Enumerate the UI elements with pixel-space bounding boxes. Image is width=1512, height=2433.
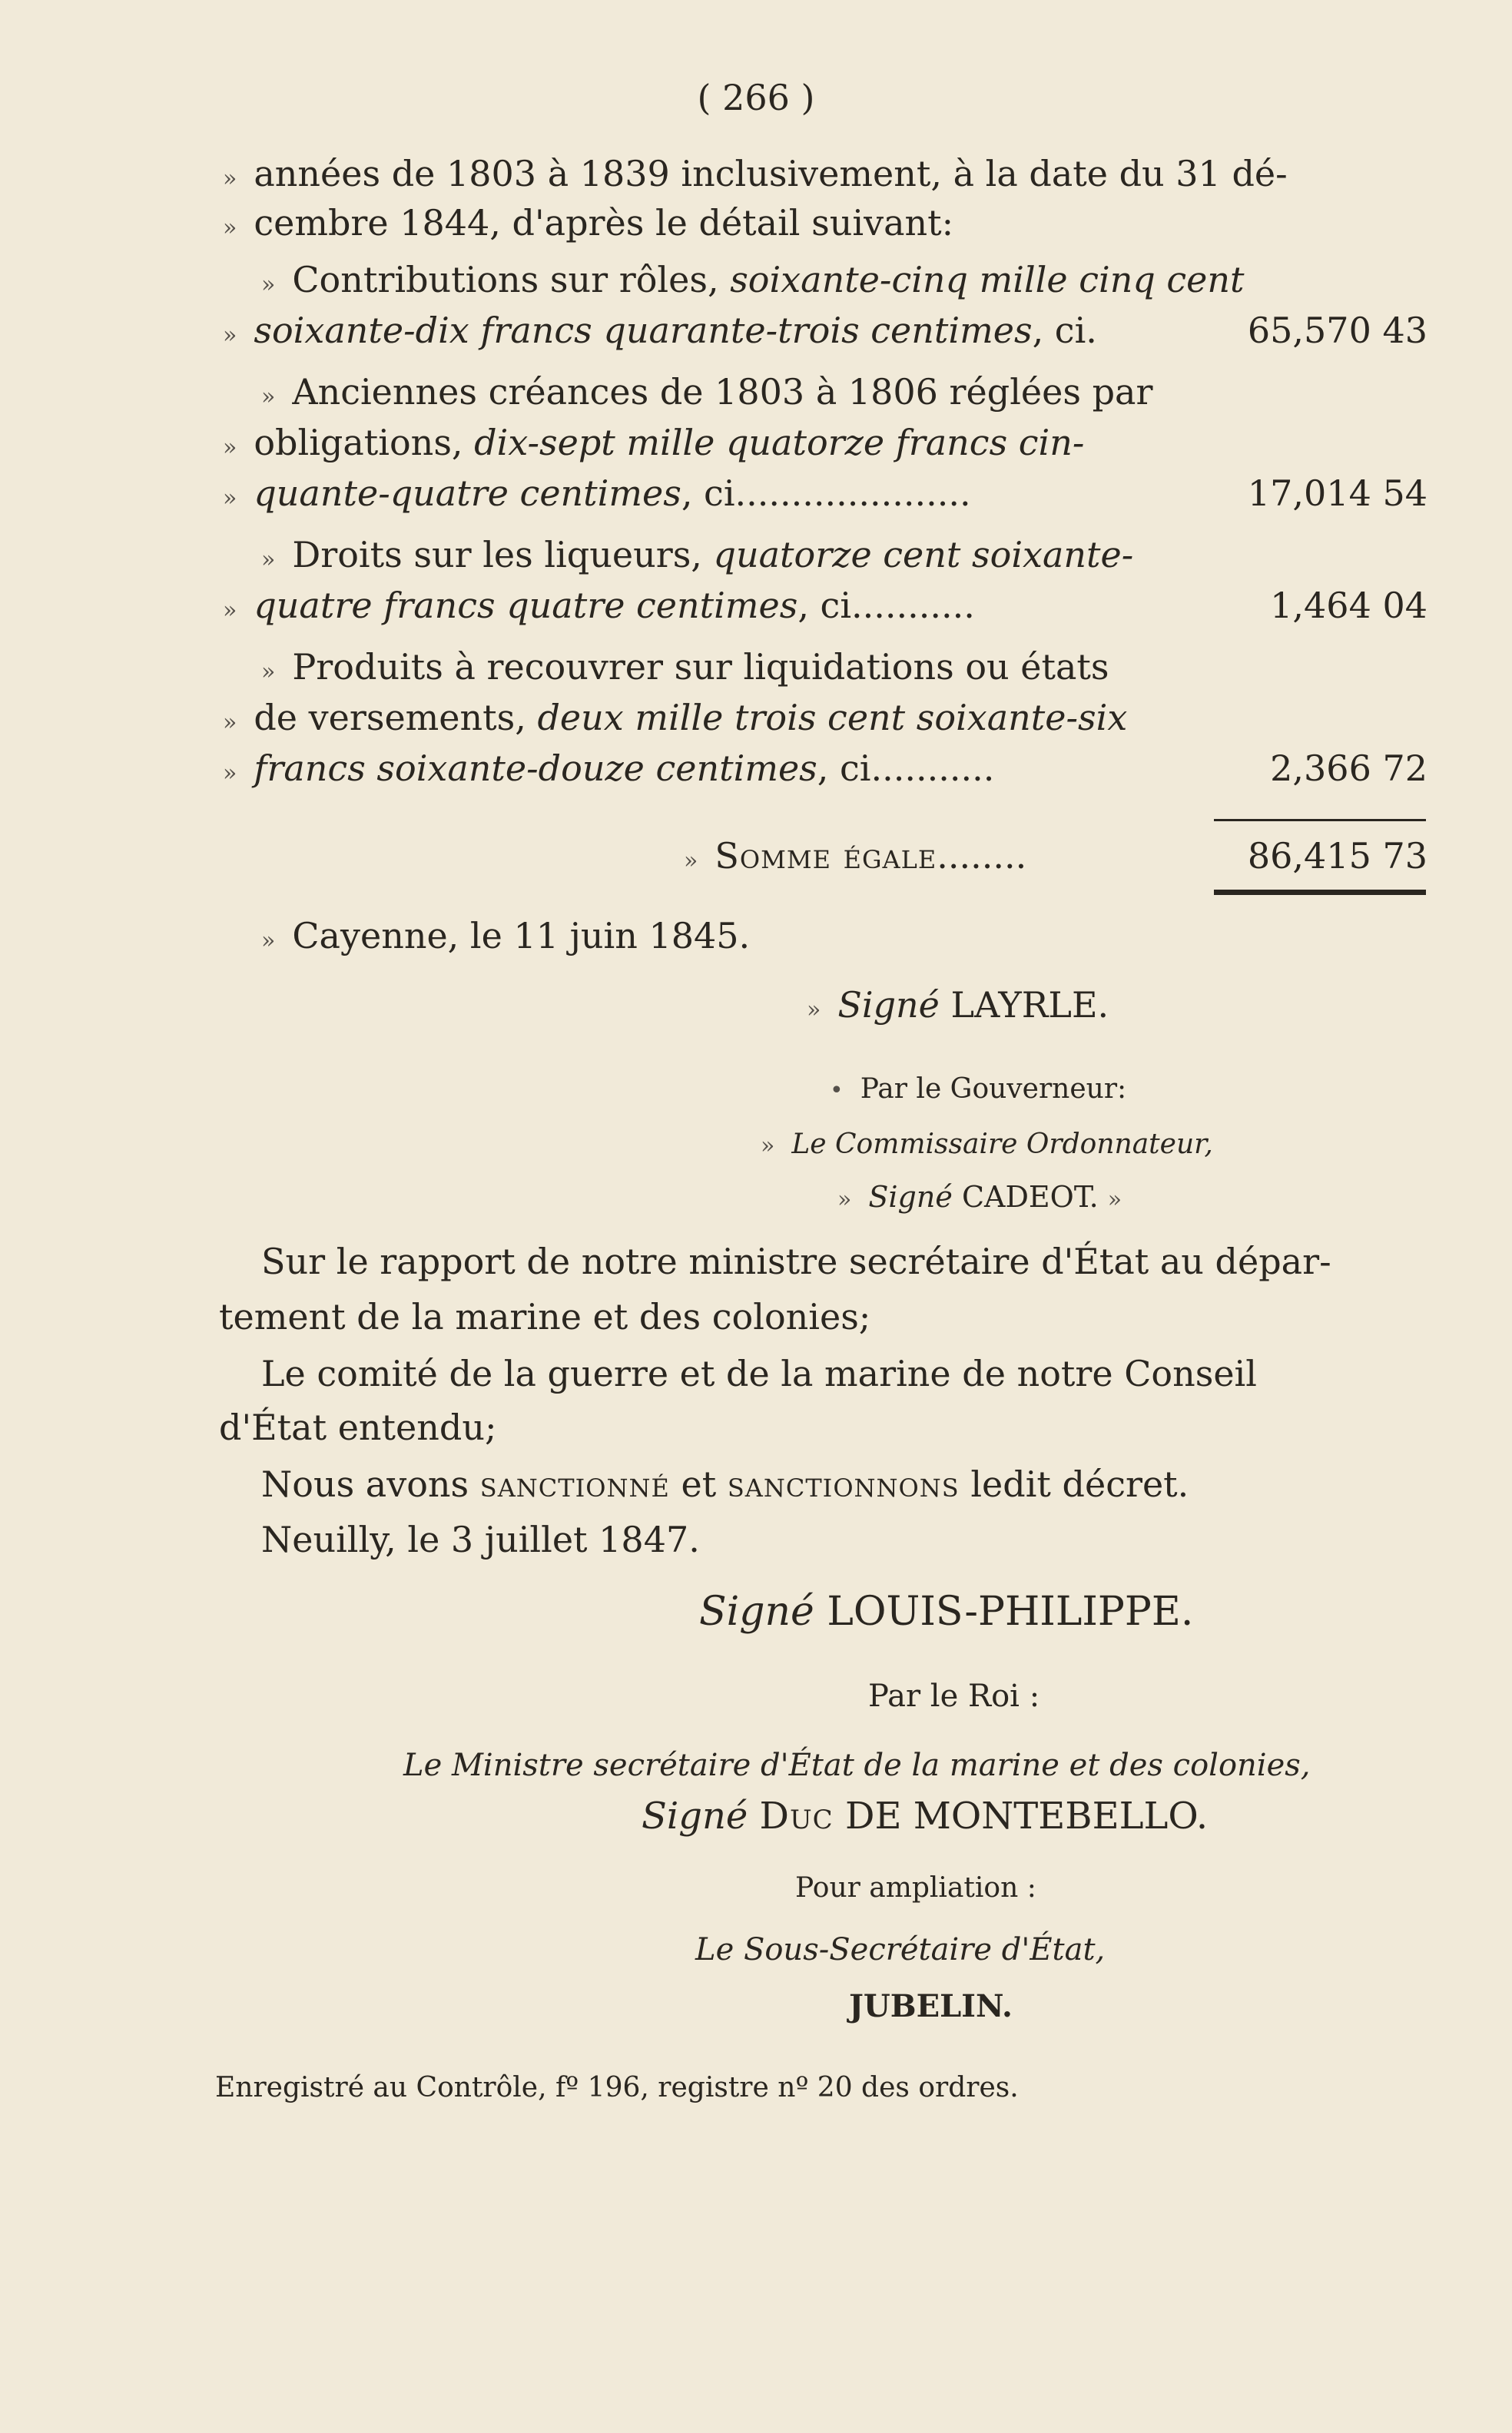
signature-jubelin: JUBELIN. [849,1988,1013,2024]
par-le-gouverneur: • Par le Gouverneur: [830,1073,1127,1105]
item-3-amount: 1,464 04 [1270,585,1427,626]
page-number: ( 266 ) [697,77,815,118]
enregistrement-note: Enregistré au Contrôle, fº 196, registre nº 20 des ordres. [215,2072,1019,2103]
sum-rule-top [1214,819,1426,821]
item-2-line-1: » Anciennes créances de 1803 à 1806 réglées par [261,371,1153,413]
item-2-line-2: » obligations, dix-sept mille quatorze francs cin- [223,422,1085,463]
decree-line-3: Le comité de la guerre et de la marine de notre Conseil [261,1353,1257,1394]
ministre-title: Le Ministre secrétaire d'État de la marine et des colonies, [403,1748,1311,1783]
item-4-amount: 2,366 72 [1270,747,1427,789]
item-3-line-2: » quatre francs quatre centimes, ci........... [223,585,975,626]
sous-secretaire: Le Sous-Secrétaire d'État, [695,1932,1106,1967]
signature-layrle: » Signé LAYRLE. [807,984,1109,1026]
item-2-line-3: » quante-quatre centimes, ci..................... [223,472,971,514]
signature-duc: Signé Duc DE MONTEBELLO. [642,1795,1209,1838]
sum-rule-bottom [1214,890,1426,895]
item-1-line-2: » soixante-dix francs quarante-trois centimes, ci. [223,310,1097,351]
item-1-amount: 65,570 43 [1247,310,1427,351]
item-3-line-1: » Droits sur les liqueurs, quatorze cent soixante- [261,534,1134,575]
total-amount: 86,415 73 [1247,835,1427,877]
intro-line-2: » cembre 1844, d'après le détail suivant: [223,202,954,244]
item-2-amount: 17,014 54 [1247,472,1427,514]
signature-cadeot: » Signé CADEOT. » [837,1180,1122,1214]
signature-king: Signé LOUIS-PHILIPPE. [699,1589,1194,1635]
decree-line-5: Nous avons sanctionné et sanctionnons ledit décret. [261,1463,1189,1505]
decree-line-1: Sur le rapport de notre ministre secrétaire d'État au dépar- [261,1241,1331,1282]
decree-line-4: d'État entendu; [219,1407,497,1448]
pour-ampliation: Pour ampliation : [795,1872,1036,1904]
place-date: » Cayenne, le 11 juin 1845. [261,915,751,956]
total-line: » Somme égale........ [684,835,1027,877]
item-4-line-2: » de versements, deux mille trois cent soixante-six [223,697,1128,738]
decree-line-6: Neuilly, le 3 juillet 1847. [261,1519,700,1560]
item-4-line-1: » Produits à recouvrer sur liquidations ou états [261,646,1109,688]
intro-line-1: » années de 1803 à 1839 inclusivement, à la date du 31 dé- [223,153,1288,194]
commissaire-ordonnateur: » Le Commissaire Ordonnateur, [761,1129,1213,1160]
item-1-line-1: » Contributions sur rôles, soixante-cinq mille cinq cent [261,259,1245,300]
par-le-roi: Par le Roi : [868,1679,1040,1714]
decree-line-2: tement de la marine et des colonies; [219,1296,871,1337]
item-4-line-3: » francs soixante-douze centimes, ci........... [223,747,995,789]
